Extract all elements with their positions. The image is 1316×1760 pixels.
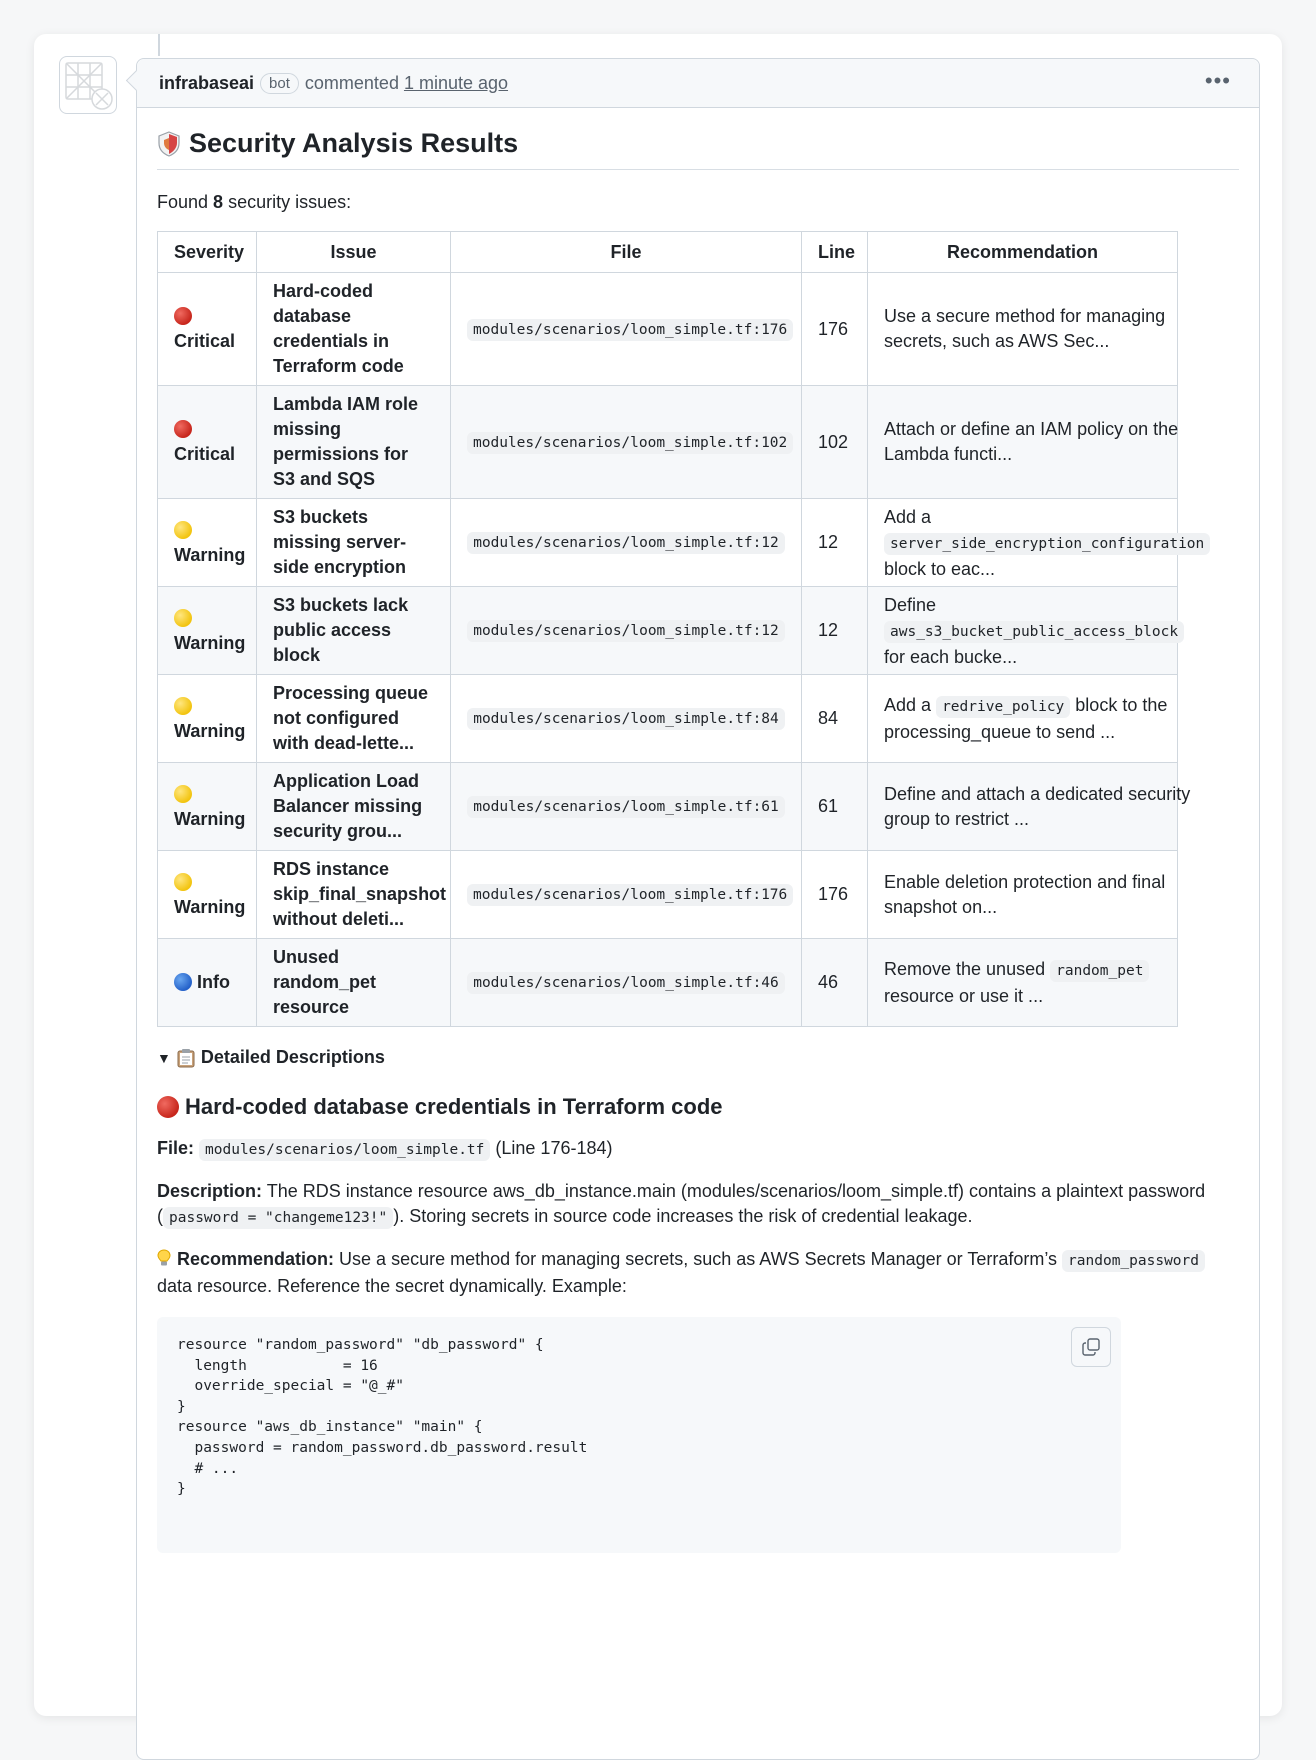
file-code: modules/scenarios/loom_simple.tf:102 [467,432,793,454]
recommendation-cell [868,587,1178,675]
avatar-identicon-icon [60,57,116,113]
comment-body [137,128,1259,1553]
rec-text-a: Define [884,595,937,615]
issue-cell: Application Load Balancer missing security grou... [257,763,451,851]
description-title-text: Hard-coded database credentials in Terraform code [185,1094,723,1119]
rec-code: redrive_policy [936,696,1070,718]
line-cell: 61 [802,763,868,851]
severity-cell [158,386,257,499]
column-header: Recommendation [868,232,1178,273]
comment-action: commented [304,72,399,93]
description-paragraph [157,1179,1239,1231]
severity-label: Warning [174,544,246,565]
issue-cell: Lambda IAM role missing permissions for S3 and SQS [257,386,451,499]
table-row [158,851,1178,939]
rec-text-a: Define and attach a dedicated security group to restrict ... [884,783,1191,829]
severity-blue-circle-icon [174,973,192,991]
severity-cell [158,499,257,587]
issue-cell: Hard-coded database credentials in Terraform code [257,273,451,386]
issue-cell: Unused random_pet resource [257,939,451,1027]
severity-cell [158,587,257,675]
line-cell: 102 [802,386,868,499]
severity-cell [158,939,257,1027]
rec-text-a: Attach or define an IAM policy on the Lambda functi... [884,419,1179,464]
severity-cell [158,763,257,851]
file-code: modules/scenarios/loom_simple.tf:46 [467,972,785,994]
line-cell: 12 [802,499,868,587]
issues-table [157,231,1205,1027]
rec-text-b: for each bucke... [884,647,1018,667]
issue-cell: S3 buckets missing server-side encryption [257,499,451,587]
file-cell [451,587,802,675]
found-count: 8 [213,192,224,212]
rec-text-b: block to the processing_queue to send ... [884,694,1168,742]
lightbulb-icon [157,1249,171,1267]
comment-timestamp[interactable]: 1 minute ago [403,72,509,93]
page-frame [34,34,1282,1716]
recommendation-cell [868,386,1178,499]
recommendation-text-1: Use a secure method for managing secrets, such as AWS Secrets Manager or Terraform’s [339,1249,1058,1269]
comment-header [137,59,1259,108]
file-cell [451,939,802,1027]
recommendation-label: Recommendation: [177,1249,335,1269]
file-code: modules/scenarios/loom_simple.tf:12 [467,532,785,554]
severity-label: Info [197,972,231,992]
report-title [157,128,1239,170]
file-cell [451,273,802,386]
comment-box [136,58,1260,1760]
table-header-row [158,232,1178,273]
rec-code: aws_s3_bucket_public_access_block [884,621,1184,643]
issue-cell: Processing queue not configured with dead-lette... [257,675,451,763]
recommendation-paragraph [157,1247,1239,1299]
severity-yellow-circle-icon [174,785,192,803]
code-block[interactable] [157,1317,1121,1553]
file-cell [451,763,802,851]
copy-icon [1082,1338,1100,1356]
description-text-2: ). Storing secrets in source code increases the risk of credential leakage. [393,1206,973,1226]
triangle-down-icon: ▼ [157,1049,171,1066]
file-cell [451,386,802,499]
report-title-text: Security Analysis Results [189,128,519,158]
rec-text-b: resource or use it ... [884,985,1044,1006]
severity-yellow-circle-icon [174,521,192,539]
clipboard-icon [177,1048,195,1068]
recommendation-cell [868,273,1178,386]
table-row [158,386,1178,499]
description-title [157,1094,1239,1120]
table-row [158,675,1178,763]
file-code: modules/scenarios/loom_simple.tf:176 [467,319,793,341]
description-code: password = "changeme123!" [163,1207,393,1229]
table-row [158,763,1178,851]
file-label: File: [157,1138,195,1158]
table-row [158,587,1178,675]
table-row [158,273,1178,386]
severity-red-circle-icon [174,307,192,325]
table-row [158,499,1178,587]
found-summary [157,192,1239,213]
found-suffix: security issues: [223,192,352,212]
recommendation-cell [868,499,1205,587]
code-block-content: resource "random_password" "db_password" { length = 16 override_special = "@_#" } resource "aws_db_instance" "main" { password = random_password.db_password.result # ... } [177,1337,588,1498]
severity-label: Warning [174,720,246,741]
severity-label: Warning [174,632,246,653]
details-toggle[interactable] [157,1047,1239,1068]
comment-author[interactable]: infrabaseai [159,72,255,93]
severity-cell [158,273,257,386]
rec-code: random_pet [1050,960,1149,982]
file-cell [451,851,802,939]
rec-text-a: Use a secure method for managing secrets, such as AWS Sec... [884,306,1166,351]
shield-icon [157,131,181,157]
column-header: Issue [257,232,451,273]
recommendation-cell [868,939,1178,1027]
line-cell: 84 [802,675,868,763]
column-header: File [451,232,802,273]
more-options-icon[interactable]: ••• [1204,68,1231,93]
rec-text-a: Add a [884,694,932,715]
recommendation-cell [868,675,1178,763]
file-lines: (Line 176-184) [495,1138,613,1158]
file-code: modules/scenarios/loom_simple.tf:84 [467,708,785,730]
severity-cell [158,851,257,939]
severity-label: Critical [174,444,236,464]
rec-text-b: block to eac... [884,559,996,579]
severity-label: Warning [174,808,246,829]
severity-label: Critical [174,331,236,351]
severity-yellow-circle-icon [174,873,192,891]
issue-cell: S3 buckets lack public access block [257,587,451,675]
file-code: modules/scenarios/loom_simple.tf:12 [467,620,785,642]
severity-yellow-circle-icon [174,697,192,715]
severity-yellow-circle-icon [174,609,192,627]
issue-cell: RDS instance skip_final_snapshot without deleti... [257,851,451,939]
line-cell: 176 [802,851,868,939]
file-cell [451,499,802,587]
file-code: modules/scenarios/loom_simple.tf:176 [467,884,793,906]
recommendation-cell [868,763,1191,851]
severity-label: Warning [174,896,246,917]
rec-code: server_side_encryption_configuration [884,533,1210,555]
details-summary-label: Detailed Descriptions [200,1047,385,1067]
bot-badge: bot [260,73,299,94]
file-cell [451,675,802,763]
severity-red-circle-icon [174,420,192,438]
recommendation-text-2: data resource. Reference the secret dynamically. Example: [157,1276,627,1296]
line-cell: 46 [802,939,868,1027]
severity-cell [158,675,257,763]
rec-text-a: Enable deletion protection and final snapshot on... [884,871,1166,917]
column-header: Severity [158,232,257,273]
found-prefix: Found [157,192,214,212]
description-label: Description: [157,1181,263,1201]
recommendation-cell [868,851,1178,939]
line-cell: 12 [802,587,868,675]
timeline-line [158,34,160,56]
rec-text-a: Remove the unused [884,958,1046,979]
file-code: modules/scenarios/loom_simple.tf:61 [467,796,785,818]
column-header: Line [802,232,868,273]
line-cell: 176 [802,273,868,386]
file-path-code: modules/scenarios/loom_simple.tf [199,1139,490,1161]
rec-text-a: Add a [884,507,932,527]
issues-table-wrapper[interactable] [157,231,1205,1027]
description-text-1: The RDS instance resource aws_db_instance.main (modules/scenarios/loom_simple.tf) contains a plaintext password ( [157,1181,1206,1226]
copy-button[interactable] [1071,1327,1111,1367]
red-circle-icon [157,1096,179,1118]
recommendation-code: random_password [1062,1250,1205,1272]
file-line [157,1136,1239,1163]
table-row [158,939,1178,1027]
avatar[interactable] [59,56,117,114]
